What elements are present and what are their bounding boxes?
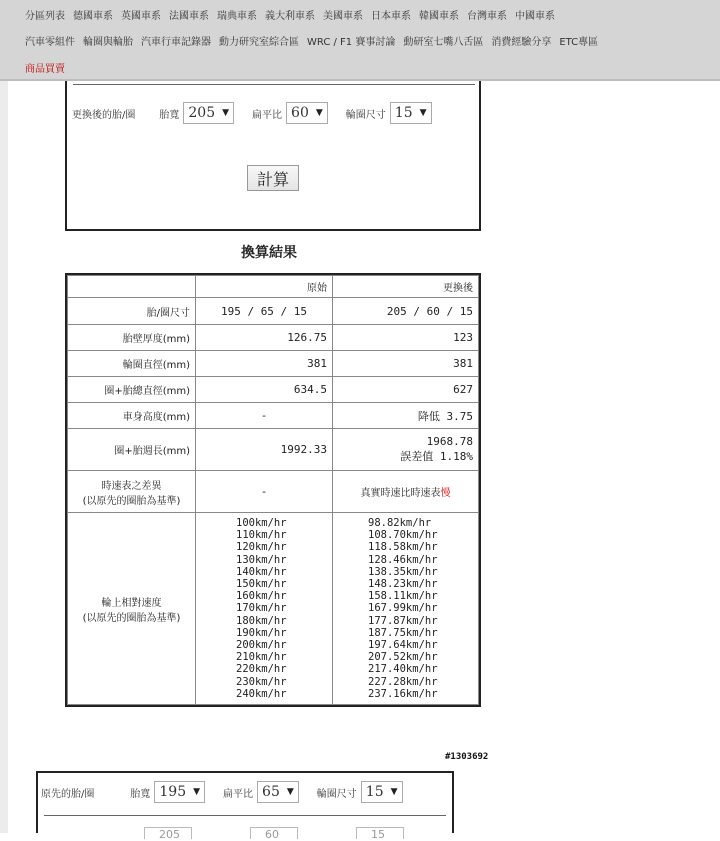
speedo-diff-text: 真實時速比時速表 bbox=[360, 488, 441, 499]
row-label: 圈+胎總直徑(mm) bbox=[68, 377, 196, 403]
new-value: 627 bbox=[333, 377, 479, 403]
speed-new-value: 138.35km/hr bbox=[368, 565, 438, 578]
nav-link-row1[interactable]: 日本車系 bbox=[371, 10, 411, 22]
chevron-down-icon: ▼ bbox=[193, 787, 201, 797]
speed-row bbox=[68, 513, 479, 705]
nav-link-row1[interactable]: 美國車系 bbox=[323, 10, 363, 22]
calculate-button[interactable]: 計算 bbox=[247, 165, 299, 191]
new-value: 381 bbox=[333, 351, 479, 377]
nav-link-row1[interactable]: 韓國車系 bbox=[419, 10, 459, 22]
table-row bbox=[68, 377, 479, 403]
new-ratio-value: 60 bbox=[291, 105, 309, 121]
table-row bbox=[68, 325, 479, 351]
nav-link-row3[interactable]: 商品買賣 bbox=[25, 63, 65, 75]
header-new: 更換後 bbox=[333, 276, 479, 298]
table-row bbox=[68, 298, 479, 325]
nav-link-row2[interactable]: ETC專區 bbox=[559, 36, 599, 48]
new-value: 降低 3.75 bbox=[333, 403, 479, 429]
nav-link-row2[interactable]: 動研室七嘴八舌區 bbox=[403, 36, 484, 48]
orig-value: 634.5 bbox=[196, 377, 333, 403]
orig-tire-label: 原先的胎/圈 bbox=[41, 788, 95, 800]
row-label: 胎/圈尺寸 bbox=[68, 298, 196, 325]
speed-label-note: (以原先的圈胎為基準) bbox=[82, 612, 181, 624]
cropped-select-row bbox=[144, 827, 404, 839]
table-row bbox=[68, 403, 479, 429]
nav-row-topics bbox=[25, 30, 606, 50]
speed-original-value: 170km/hr bbox=[236, 602, 287, 615]
speed-new-value: 128.46km/hr bbox=[368, 553, 438, 566]
orig-ratio-value: 65 bbox=[262, 784, 280, 800]
orig-value: - bbox=[196, 403, 333, 429]
left-margin-stripe bbox=[0, 81, 8, 833]
nav-link-row1[interactable]: 台灣車系 bbox=[467, 10, 507, 22]
row-label: 胎壁厚度(mm) bbox=[68, 325, 196, 351]
speed-original-value: 140km/hr bbox=[236, 565, 287, 578]
speed-new-value: 158.11km/hr bbox=[368, 590, 438, 603]
orig-value: - bbox=[196, 471, 333, 513]
rim-label: 輪圈尺寸 bbox=[345, 109, 386, 121]
orig-value: 195 / 65 / 15 bbox=[196, 298, 333, 325]
width-label: 胎寬 bbox=[159, 109, 180, 121]
results-table bbox=[65, 273, 481, 707]
chevron-down-icon: ▼ bbox=[419, 108, 427, 118]
nav-link-row1[interactable]: 英國車系 bbox=[121, 10, 161, 22]
original-tire-form bbox=[36, 771, 454, 841]
width-label: 胎寬 bbox=[130, 788, 151, 800]
header-empty bbox=[68, 276, 196, 298]
speed-new-value: 197.64km/hr bbox=[368, 639, 438, 652]
new-width-value: 205 bbox=[188, 105, 216, 121]
chevron-down-icon: ▼ bbox=[390, 787, 398, 797]
nav-link-row2[interactable]: 消費經驗分享 bbox=[491, 36, 552, 48]
speed-list-new bbox=[333, 513, 479, 705]
circumference-new: 1968.78 bbox=[426, 435, 473, 448]
orig-rim-value: 15 bbox=[365, 784, 384, 800]
speed-original-value: 220km/hr bbox=[236, 663, 287, 676]
orig-value: 126.75 bbox=[196, 325, 333, 351]
new-rim-select[interactable] bbox=[390, 102, 432, 124]
chevron-down-icon: ▼ bbox=[222, 108, 230, 118]
speedo-slow-highlight: 慢 bbox=[440, 488, 451, 499]
nav-link-row1[interactable]: 瑞典車系 bbox=[217, 10, 257, 22]
orig-width-select[interactable] bbox=[154, 781, 205, 803]
orig-value: 1992.33 bbox=[196, 429, 333, 471]
speed-label-title: 輪上相對速度 bbox=[101, 597, 162, 609]
speed-new-value: 167.99km/hr bbox=[368, 602, 438, 615]
speed-original-value: 130km/hr bbox=[236, 553, 287, 566]
nav-link-row2[interactable]: 動力研究室綜合區 bbox=[219, 36, 299, 48]
nav-link-row2[interactable]: 汽車行車記錄器 bbox=[141, 36, 211, 48]
table-row bbox=[68, 471, 479, 513]
orig-tire-row bbox=[41, 781, 403, 803]
speed-original-value: 200km/hr bbox=[236, 639, 287, 652]
speed-new-value: 187.75km/hr bbox=[368, 626, 438, 639]
speed-list-original bbox=[196, 513, 333, 705]
speed-original-value: 150km/hr bbox=[236, 578, 287, 591]
nav-row-brands bbox=[25, 4, 563, 24]
row-label: 車身高度(mm) bbox=[68, 403, 196, 429]
speed-original-value: 190km/hr bbox=[236, 626, 287, 639]
table-row bbox=[68, 351, 479, 377]
nav-row-market bbox=[25, 57, 73, 77]
speed-original-value: 120km/hr bbox=[236, 541, 287, 554]
ratio-label: 扁平比 bbox=[223, 788, 254, 800]
chevron-down-icon: ▼ bbox=[286, 787, 294, 797]
cropped-width-select[interactable]: 205 bbox=[144, 827, 192, 839]
new-value bbox=[333, 429, 479, 471]
speed-new-value: 118.58km/hr bbox=[368, 541, 438, 554]
orig-value: 381 bbox=[196, 351, 333, 377]
new-ratio-select[interactable] bbox=[286, 102, 328, 124]
top-navigation bbox=[0, 0, 720, 81]
new-value bbox=[333, 471, 479, 513]
form-divider bbox=[73, 84, 475, 85]
watermark-id: #1303692 bbox=[445, 752, 489, 762]
speed-new-value: 227.28km/hr bbox=[368, 675, 438, 688]
new-tire-form bbox=[65, 81, 481, 231]
new-width-select[interactable] bbox=[183, 102, 234, 124]
rim-label: 輪圈尺寸 bbox=[316, 788, 357, 800]
speed-original-value: 180km/hr bbox=[236, 614, 287, 627]
speed-new-value: 177.87km/hr bbox=[368, 614, 438, 627]
nav-link-row2[interactable]: 汽車零組件 bbox=[25, 36, 75, 48]
speed-new-value: 98.82km/hr bbox=[368, 517, 432, 529]
nav-link-row2[interactable]: 輪圈與輪胎 bbox=[83, 36, 133, 48]
error-value: 誤差值 1.18% bbox=[400, 450, 473, 463]
new-value: 205 / 60 / 15 bbox=[333, 298, 479, 325]
row-label: 輪圈直徑(mm) bbox=[68, 351, 196, 377]
speed-new-value: 108.70km/hr bbox=[368, 529, 438, 542]
speed-original-value: 100km/hr bbox=[236, 517, 287, 529]
chevron-down-icon: ▼ bbox=[315, 108, 323, 118]
speed-new-value: 148.23km/hr bbox=[368, 578, 438, 591]
nav-link-row1[interactable]: 德國車系 bbox=[73, 10, 113, 22]
speedo-diff-note: (以原先的圈胎為基準) bbox=[82, 495, 181, 507]
speed-new-value: 237.16km/hr bbox=[368, 687, 438, 700]
nav-link-row2[interactable]: WRC / F1 賽事討論 bbox=[307, 36, 396, 48]
table-header-row bbox=[68, 276, 479, 298]
new-tire-row bbox=[72, 102, 432, 124]
nav-link-row1[interactable]: 法國車系 bbox=[169, 10, 209, 22]
speed-original-value: 230km/hr bbox=[236, 675, 287, 688]
cropped-ratio-select[interactable]: 60 bbox=[250, 827, 298, 839]
new-tire-label: 更換後的胎/圈 bbox=[72, 109, 136, 121]
cropped-rim-select[interactable]: 15 bbox=[356, 827, 404, 839]
result-title: 換算結果 bbox=[241, 245, 297, 261]
ratio-label: 扁平比 bbox=[252, 109, 283, 121]
header-original: 原始 bbox=[196, 276, 333, 298]
nav-link-row1[interactable]: 分區列表 bbox=[25, 10, 65, 22]
row-label bbox=[68, 471, 196, 513]
new-value: 123 bbox=[333, 325, 479, 351]
speed-original-value: 160km/hr bbox=[236, 590, 287, 603]
speed-new-value: 217.40km/hr bbox=[368, 663, 438, 676]
speed-original-value: 240km/hr bbox=[236, 687, 287, 700]
orig-width-value: 195 bbox=[159, 784, 187, 800]
row-label: 圈+胎週長(mm) bbox=[68, 429, 196, 471]
speed-original-value: 110km/hr bbox=[236, 529, 287, 542]
nav-link-row1[interactable]: 中國車系 bbox=[515, 10, 555, 22]
orig-rim-select[interactable] bbox=[361, 781, 403, 803]
speed-new-value: 207.52km/hr bbox=[368, 651, 438, 664]
speed-original-value: 210km/hr bbox=[236, 651, 287, 664]
speed-label bbox=[68, 513, 196, 705]
speedo-diff-label: 時速表之差異 bbox=[101, 480, 162, 492]
nav-link-row1[interactable]: 義大利車系 bbox=[265, 10, 315, 22]
form-divider bbox=[44, 815, 446, 816]
orig-ratio-select[interactable] bbox=[257, 781, 299, 803]
table-row bbox=[68, 429, 479, 471]
new-rim-value: 15 bbox=[394, 105, 413, 121]
